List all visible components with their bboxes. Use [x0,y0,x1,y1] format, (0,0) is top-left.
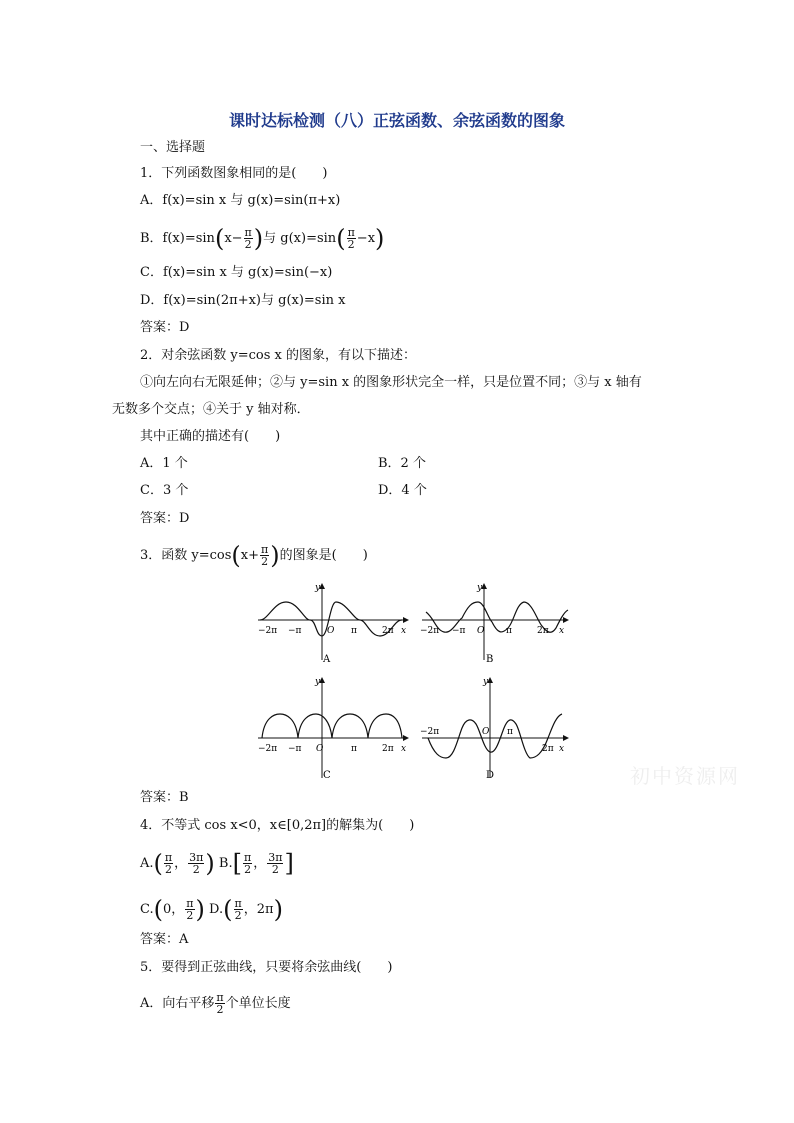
q3-answer: 答案：B [140,790,189,805]
q4-options-cd: C.(0， $\frac{\pi}{2}$ ) D.( $\frac{\pi}{2}$ ，2π) [140,895,283,924]
q3-graphs [250,578,580,784]
graph-c-x-label: x [401,744,407,754]
q1-option-a: A．f(x)=sin x 与 g(x)=sin(π+x) [140,193,341,208]
graph-b-pi: π [506,626,512,636]
graph-d-2pi: 2π [542,744,554,754]
q4-stem: 4．不等式 cos x<0，x∈[0,2π]的解集为( ) [140,818,415,833]
q4-options-ab: A.( $\frac{\pi}{2}$ ， $\frac{3\pi}{2}$ ) B.[ $\frac{\pi}{2}$ ， $\frac{3\pi}{2}$ ] [140,849,294,878]
graph-d-y-label: y [483,677,489,687]
graph-a-origin: O [327,626,335,636]
graph-b-neg2pi: −2π [420,626,440,636]
section-heading: 一、选择题 [140,140,206,155]
graph-b-2pi: 2π [537,626,549,636]
graph-a-neg2pi: −2π [258,626,278,636]
graph-b[interactable] [420,583,568,665]
graph-c-label: C [323,770,331,781]
graph-a-x-label: x [401,626,407,636]
q4-answer: 答案：A [140,932,189,947]
q2-desc-2: 无数多个交点；④关于 y 轴对称． [112,402,310,417]
q2-option-b: B．2 个 [378,456,426,471]
q4-option-c: C. [140,902,154,917]
graph-a-2pi: 2π [382,626,394,636]
q2-option-a: A．1 个 [140,456,188,471]
graph-b-y-label: y [477,583,483,593]
graph-c-neg2pi: −2π [258,744,278,754]
watermark: 初中资源网 [630,764,740,788]
graph-c-y-label: y [315,677,321,687]
graph-a[interactable] [258,583,408,665]
graph-c-origin: O [316,744,324,754]
graph-c[interactable] [258,677,408,781]
q5-option-a: A．向右平移 $\frac{\pi}{2}$ 个单位长度 [140,991,291,1016]
q4-option-b: B. [218,856,233,871]
graph-b-x-label: x [559,626,565,636]
graph-d[interactable] [420,677,568,781]
graph-c-negpi: −π [288,744,302,754]
q3-stem: 3．函数 y=cos(x+ $\frac{\pi}{2}$ )的图象是( ) [140,541,368,570]
q2-option-d: D．4 个 [378,483,427,498]
page-title: 课时达标检测（八）正弦函数、余弦函数的图象 [228,111,565,130]
q2-answer: 答案：D [140,511,190,526]
graph-a-pi: π [351,626,357,636]
graph-b-label: B [486,654,494,665]
q4-option-a: A. [140,856,154,871]
graph-d-neg2pi: −2π [420,727,440,737]
q1-answer: 答案：D [140,320,190,335]
graph-b-negpi: −π [452,626,466,636]
graph-d-label: D [486,770,495,781]
graph-c-pi: π [351,744,357,754]
graph-d-origin: O [482,727,490,737]
q4-option-d: D. [209,902,224,917]
graph-c-2pi: 2π [382,744,394,754]
graph-a-negpi: −π [288,626,302,636]
graph-b-origin: O [477,626,485,636]
q2-desc-1: ①向左向右无限延伸；②与 y=sin x 的图象形状完全一样，只是位置不同；③与 x 轴有 [140,375,642,390]
graph-d-x-label: x [559,744,565,754]
graph-a-y-label: y [315,583,321,593]
q2-stem: 2．对余弦函数 y=cos x 的图象，有以下描述： [140,348,417,363]
q1-stem: 1．下列函数图象相同的是( ) [140,166,328,181]
q1-option-c: C．f(x)=sin x 与 g(x)=sin(−x) [140,265,333,280]
q1-option-b: B．f(x)=sin(x− $\frac{\pi}{2}$ )与 g(x)=sin( $\frac{\pi}{2}$ −x) [140,224,385,253]
graph-d-pi: π [507,727,513,737]
q2-ask: 其中正确的描述有( ) [140,429,281,444]
q2-option-c: C．3 个 [140,483,189,498]
q5-stem: 5．要得到正弦曲线，只要将余弦曲线( ) [140,960,393,975]
graph-a-label: A [323,654,331,665]
q1-option-d: D．f(x)=sin(2π+x)与 g(x)=sin x [140,293,346,308]
